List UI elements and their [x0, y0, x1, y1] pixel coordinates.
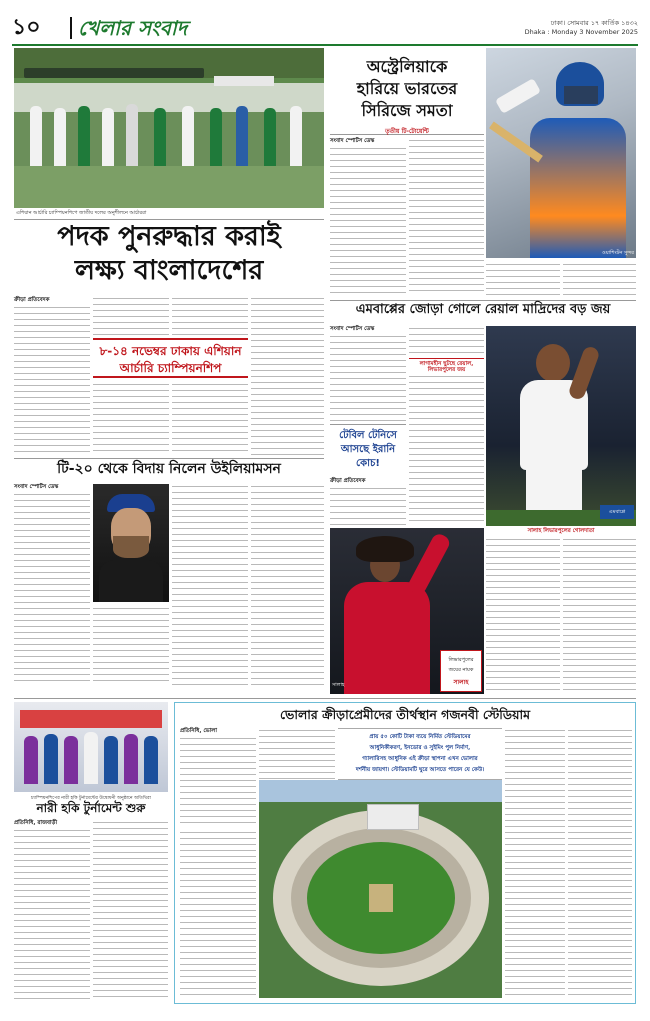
salah-tag-2: জয়ের নায়ক	[448, 667, 474, 673]
stadium-highlight-2: আধুনিকীকরণ, ইনডোর ও সুইমিং পুল নির্মাণ,	[369, 745, 471, 751]
williamson-photo	[93, 484, 169, 602]
archery-col-2b	[93, 382, 169, 455]
rm-bottom-caption: সালাহ লিভারপুলের গোলদাতা	[527, 528, 595, 534]
archery-byline: ক্রীড়া প্রতিবেদক	[14, 297, 50, 303]
tennis-col-1	[330, 486, 406, 526]
rm-col-2a	[409, 326, 484, 356]
stadium-byline: প্রতিনিধি, ভোলা	[180, 728, 217, 734]
williamson-byline: সংবাদ স্পোর্টস ডেস্ক	[14, 484, 59, 490]
date-bn: ঢাকা। সোমবার ১৭ কার্তিক ১৪৩২	[550, 19, 638, 27]
archery-col-2	[93, 296, 169, 336]
tennis-headline-1: টেবিল টেনিসে	[339, 430, 397, 441]
salah-tag-3: সালাহ	[453, 679, 469, 686]
hockey-col-1	[14, 828, 90, 1002]
cricket-col-3	[486, 262, 560, 296]
williamson-col-2	[93, 606, 169, 686]
masthead-rule	[12, 44, 638, 46]
hockey-photo-caption: চ্যাম্পিয়নশিপের নারী হকি টুর্নামেন্টের উদ্বোধনী অনুষ্ঠানে অতিথিরা	[31, 796, 151, 801]
archery-photo-caption: এশিয়ান আর্চারি চ্যাম্পিয়নশিপে জাতীয় দলের অনুশীলনে আর্চাররা	[16, 210, 147, 216]
salah-caption: সালাহ	[332, 682, 345, 688]
masthead	[12, 14, 638, 42]
stadium-col-1	[180, 736, 256, 826]
salah-tag-1: লিভারপুলের	[448, 657, 474, 663]
hockey-photo	[14, 702, 168, 792]
championship-box-line-1: ৮-১৪ নভেম্বর ঢাকায় এশিয়ান	[99, 344, 242, 358]
cricket-headline-2: হারিয়ে ভারতের	[356, 79, 458, 98]
cricket-kicker: তৃতীয় টি-টোয়েন্টি	[385, 128, 429, 135]
stadium-highlight-4: দর্শনীয় জায়গা। স্টেডিয়ামটি ঘুরে আসতে পারেন যে কেউ।	[355, 767, 485, 773]
cricket-col-1	[330, 146, 406, 296]
mbappe-caption-tag	[600, 505, 634, 519]
real-madrid-byline: সংবাদ স্পোর্টস ডেস্ক	[330, 326, 375, 332]
williamson-col-4	[251, 484, 324, 686]
stadium-col-1b	[180, 830, 256, 998]
cricket-headline-1: অস্ট্রেলিয়াকে	[366, 57, 448, 76]
cricket-headline-3: সিরিজে সমতা	[361, 101, 453, 120]
williamson-col-3	[172, 484, 248, 686]
cricket-col-4	[563, 262, 636, 296]
stadium-highlight	[338, 728, 502, 780]
archery-photo	[14, 48, 324, 208]
salah-tag	[440, 650, 482, 692]
hockey-headline: নারী হকি টুর্নামেন্ট শুরু	[36, 801, 146, 815]
stadium-photo	[259, 780, 502, 998]
tennis-headline-3: কোচ!	[356, 458, 380, 469]
rm-col-4	[563, 537, 636, 694]
williamson-headline: টি-২০ থেকে বিদায় নিলেন উইলিয়ামসন	[57, 461, 281, 477]
tennis-byline: ক্রীড়া প্রতিবেদক	[330, 478, 366, 484]
page-number: ১০	[12, 15, 41, 40]
williamson-col-1b	[14, 516, 90, 686]
hockey-col-2	[93, 820, 168, 1002]
stadium-headline: ভোলার ক্রীড়াপ্রেমীদের তীর্থস্থান গজনবী স্টেডিয়াম	[279, 707, 531, 722]
archery-col-3	[172, 296, 248, 336]
stadium-highlight-1: প্রায় ৫০ কোটি টাকা ব্যয়ে নির্মিত স্টেডিয়ামের	[369, 734, 471, 740]
archery-col-4	[251, 296, 324, 455]
archery-headline-2: লক্ষ্য বাংলাদেশের	[74, 255, 264, 286]
cricket-photo-caption: ওয়াশিংটন সুন্দর	[602, 250, 634, 256]
williamson-col-1a	[14, 492, 90, 514]
cricket-col-2	[409, 138, 484, 296]
real-madrid-headline: এমবাপ্পের জোড়া গোলে রেয়াল মাদ্রিদের বড় জয়	[355, 302, 611, 317]
championship-box-line-2: আর্চারি চ্যাম্পিয়নশিপ	[119, 361, 222, 375]
tennis-headline-2: আসছে ইরানি	[340, 444, 396, 455]
championship-box	[93, 338, 248, 378]
archery-col-3b	[172, 382, 248, 455]
rm-sub-heading-wrap	[409, 358, 484, 372]
stadium-col-3	[505, 728, 565, 998]
mbappe-photo	[486, 326, 636, 526]
hockey-byline: প্রতিনিধি, রাজবাড়ী	[14, 820, 58, 826]
mbappe-caption: এমবাপ্পে	[608, 509, 626, 515]
section-logo: খেলার সংবাদ	[78, 16, 188, 40]
archery-col-1	[14, 305, 90, 455]
cricket-byline: সংবাদ স্পোর্টস ডেস্ক	[330, 138, 375, 144]
stadium-highlight-3: গ্যালারিসহ আধুনিক এই ক্রীড়া স্থাপনা এখন ভোলার	[362, 756, 478, 762]
rm-col-1	[330, 334, 406, 424]
cricket-photo	[486, 48, 636, 258]
stadium-col-4	[568, 728, 632, 998]
archery-headline-1: পদক পুনরুদ্ধার করাই	[57, 221, 281, 252]
rm-sub-heading: লাগামহীন ছুটছে রেয়াল, লিভারপুলের জয়	[419, 361, 474, 373]
date-en: Dhaka : Monday 3 November 2025	[524, 28, 638, 36]
rm-col-3	[486, 537, 560, 694]
cricket-kicker-bar	[330, 126, 484, 135]
rm-col-2b	[409, 374, 484, 524]
